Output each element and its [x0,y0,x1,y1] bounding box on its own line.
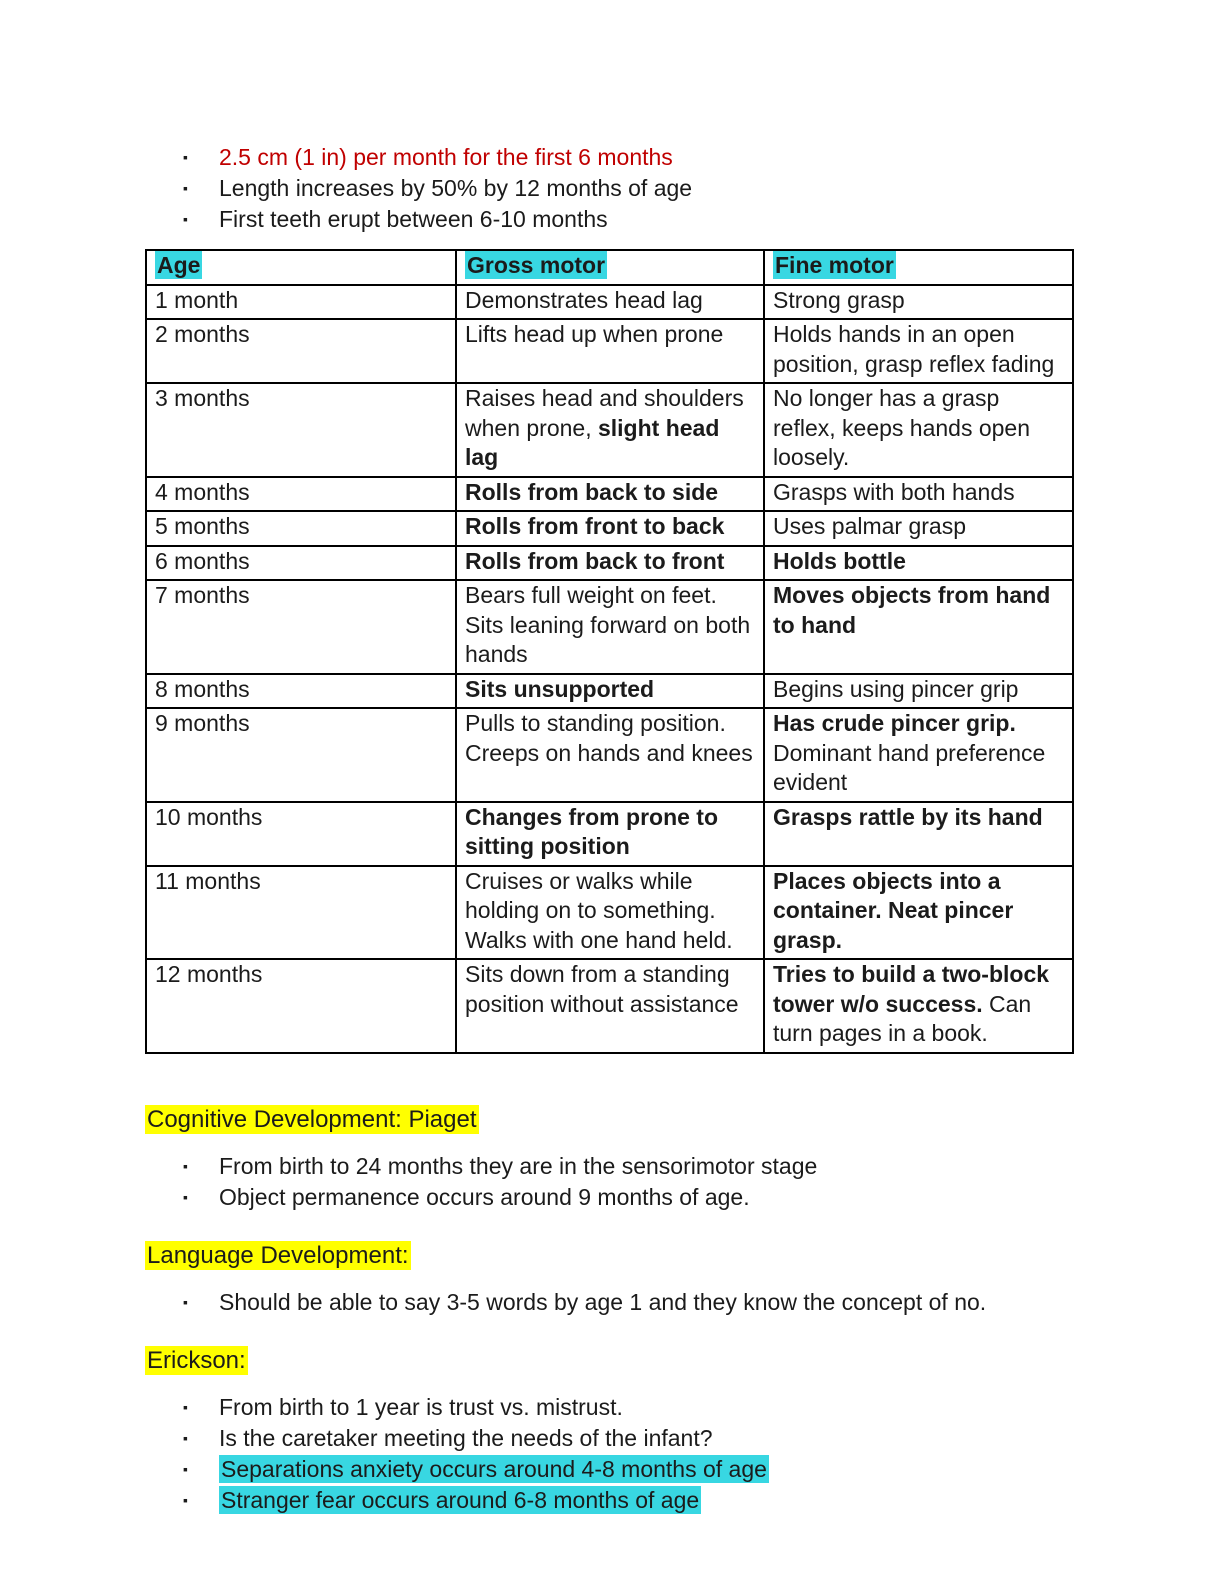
header-gross-motor [456,250,764,285]
table-row [146,708,1073,802]
fine-motor-cell [764,580,1073,674]
bold-text: Rolls from back to front [465,547,725,574]
text-segment: Strong grasp [773,286,905,313]
text-segment: Cruises or walks while holding on to something. Walks with one hand held. [465,867,733,953]
text-segment: Holds hands in an open position, grasp reflex fading [773,321,1055,377]
table-row [146,546,1073,581]
table-row [146,802,1073,866]
bullet-text [219,173,1074,204]
text-segment: Grasps with both hands [773,478,1015,505]
text-segment: First teeth erupt between 6-10 months [219,206,608,232]
bullet-item [183,1151,1074,1182]
milestones-table [145,249,1074,1054]
gross-motor-cell [456,285,764,320]
bullet-text [219,1287,1074,1318]
gross-motor-cell [456,866,764,960]
bullet-text [219,1485,1074,1516]
table-row [146,477,1073,512]
age-cell [146,477,456,512]
fine-motor-cell [764,285,1073,320]
section-heading [145,1104,1074,1135]
text-segment: Lifts head up when prone [465,321,724,347]
fine-motor-cell [764,511,1073,546]
bold-text: Grasps rattle by its hand [773,803,1043,830]
section [145,1104,1074,1213]
gross-motor-cell [456,511,764,546]
fine-motor-cell [764,866,1073,960]
gross-motor-cell [456,802,764,866]
table-row [146,319,1073,383]
text-segment: Can turn pages in a book. [773,990,1032,1046]
table-row [146,383,1073,477]
bullet-item [183,1485,1074,1516]
gross-motor-cell [456,708,764,802]
bold-text: Rolls from back to side [465,478,719,505]
age-cell [146,285,456,320]
gross-motor-cell [456,674,764,709]
bold-text: Sits unsupported [465,675,655,702]
text-segment: Uses palmar grasp [773,513,967,539]
bold-text: Tries to build a two-block tower w/o success. [773,961,1050,1017]
fine-motor-cell [764,477,1073,512]
header-age [146,250,456,285]
fine-motor-cell [764,708,1073,802]
section-heading-label: Language Development: [147,1241,409,1269]
bullet-square-icon: ▪ [183,1188,188,1205]
bold-text: slight head lag [465,414,720,470]
bullet-square-icon: ▪ [183,149,188,165]
age-label: 7 months [155,582,250,608]
bold-text: Changes from prone to sitting position [465,803,719,859]
section-heading-label: Cognitive Development: Piaget [147,1105,477,1133]
bullet-square-icon: ▪ [183,1491,188,1508]
age-cell [146,674,456,709]
age-cell [146,708,456,802]
bullet-item [183,142,1074,173]
age-cell [146,383,456,477]
age-label: 11 months [155,867,261,894]
text-segment: 2.5 cm (1 in) per month for the first 6 months [219,144,673,170]
bold-text: Moves objects from hand to hand [773,582,1051,638]
bullet-item [183,1287,1074,1318]
text-segment: Stranger fear occurs around 6-8 months of age [221,1486,700,1513]
age-cell [146,802,456,866]
table-row [146,580,1073,674]
fine-motor-cell [764,674,1073,709]
age-label: 10 months [155,803,263,830]
bullet-square-icon: ▪ [183,1157,188,1174]
text-segment: Pulls to standing position. Creeps on hands and knees [465,710,753,766]
bullet-square-icon: ▪ [183,1429,188,1446]
section-heading [145,1345,1074,1376]
section [145,1240,1074,1318]
fine-motor-cell [764,319,1073,383]
bullet-square-icon: ▪ [183,180,188,196]
age-label: 8 months [155,675,250,702]
development-sections [145,1104,1074,1516]
age-cell [146,959,456,1053]
section-heading [145,1240,1074,1271]
text-segment: Length increases by 50% by 12 months of age [219,175,693,201]
gross-motor-cell [456,580,764,674]
bullet-square-icon: ▪ [183,1293,188,1310]
fine-motor-cell [764,802,1073,866]
gross-motor-cell [456,959,764,1053]
section [145,1345,1074,1516]
age-label: 4 months [155,478,250,505]
age-label: 5 months [155,513,250,539]
header-fine-motor [764,250,1073,285]
age-cell [146,866,456,960]
bullet-text [219,1423,1074,1454]
bullet-text [219,1392,1074,1423]
text-segment: Raises head and shoulders when prone, [465,385,744,441]
bullet-text [219,142,1074,173]
text-segment: Demonstrates head lag [465,286,703,313]
text-segment: Object permanence occurs around 9 months of age. [219,1183,750,1210]
age-label: 9 months [155,710,250,736]
bullet-item [183,1182,1074,1213]
top-bullet-list [145,142,1074,235]
text-segment: From birth to 24 months they are in the sensorimotor stage [219,1152,818,1179]
bullet-square-icon: ▪ [183,1398,188,1415]
text-segment: No longer has a grasp reflex, keeps hands open loosely. [773,385,1031,470]
header-label: Gross motor [467,252,606,278]
table-row [146,511,1073,546]
bold-text: Has crude pincer grip. [773,710,1016,736]
bullet-text [219,1454,1074,1485]
table-row [146,674,1073,709]
age-cell [146,511,456,546]
bullet-text [219,1182,1074,1213]
gross-motor-cell [456,546,764,581]
text-segment: Separations anxiety occurs around 4-8 months of age [221,1455,767,1482]
bullet-item [183,1423,1074,1454]
text-segment: Bears full weight on feet. Sits leaning forward on both hands [465,582,751,667]
bold-text: Holds bottle [773,547,906,574]
text-segment: Dominant hand preference evident [773,739,1046,795]
header-label: Fine motor [775,252,894,278]
age-cell [146,546,456,581]
table-header-row [146,250,1073,285]
text-segment: Is the caretaker meeting the needs of the infant? [219,1424,713,1451]
fine-motor-cell [764,383,1073,477]
age-label: 6 months [155,547,250,574]
age-label: 1 month [155,286,239,313]
age-cell [146,580,456,674]
age-cell [146,319,456,383]
bold-text: Rolls from front to back [465,513,725,539]
bullet-text [219,1151,1074,1182]
age-label: 3 months [155,385,250,411]
text-segment: From birth to 1 year is trust vs. mistrust. [219,1393,623,1420]
header-label: Age [157,252,201,278]
bullet-square-icon: ▪ [183,1460,188,1477]
bullet-square-icon: ▪ [183,211,188,227]
table-row [146,959,1073,1053]
table-row [146,866,1073,960]
gross-motor-cell [456,477,764,512]
text-segment: Sits down from a standing position without assistance [465,961,739,1017]
age-label: 2 months [155,321,250,347]
bullet-text [219,204,1074,235]
bullet-item [183,1392,1074,1423]
gross-motor-cell [456,383,764,477]
bullet-item [183,204,1074,235]
text-segment: Begins using pincer grip [773,675,1019,702]
bullet-item [183,173,1074,204]
table-row [146,285,1073,320]
bullet-item [183,1454,1074,1485]
fine-motor-cell [764,546,1073,581]
bold-text: Places objects into a container. Neat pincer grasp. [773,867,1014,953]
text-segment: Should be able to say 3-5 words by age 1 and they know the concept of no. [219,1288,987,1315]
gross-motor-cell [456,319,764,383]
section-heading-label: Erickson: [147,1346,246,1374]
fine-motor-cell [764,959,1073,1053]
age-label: 12 months [155,961,263,987]
